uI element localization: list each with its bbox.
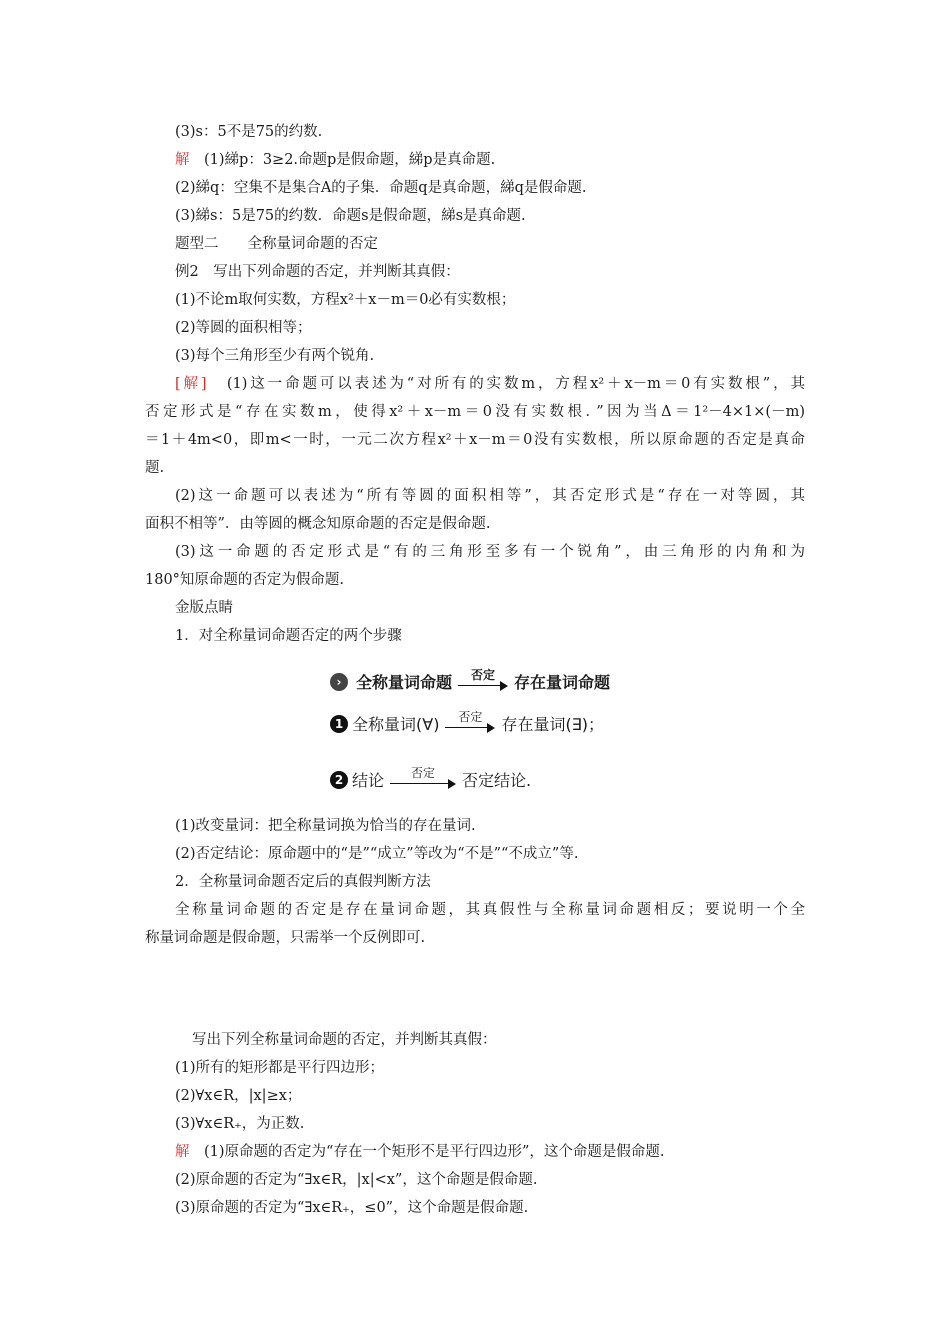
text-line: (2)∀x∈R，|x|≥x； xyxy=(175,1088,302,1104)
arrow-icon xyxy=(390,765,456,790)
exercise-title: 写出下列全称量词命题的否定，并判断其真假： xyxy=(192,1032,497,1048)
diagram-step-1 xyxy=(330,709,605,735)
solution-line xyxy=(175,150,495,170)
solution-line xyxy=(145,374,805,394)
text-line: 2．全称量词命题否定后的真假判断方法 xyxy=(175,874,431,890)
text-line: 面积不相等”．由等圆的概念知原命题的否定是假命题. xyxy=(145,516,491,532)
step-left: 全称量词(∀) xyxy=(352,715,440,734)
diagram-header-right: 存在量词命题 xyxy=(514,673,611,692)
arrow-icon xyxy=(445,709,495,734)
text-line: (1)所有的矩形都是平行四边形； xyxy=(175,1060,385,1076)
text-line: (2)綈q：空集不是集合A的子集．命题q是真命题，綈q是假命题. xyxy=(175,180,587,196)
text-line: (3)綈s：5是75的约数．命题s是假命题，綈s是真命题. xyxy=(175,208,526,224)
diagram-header-left: 全称量词命题 xyxy=(356,673,453,692)
step-number-icon: 2 xyxy=(330,771,348,789)
diagram-step-2 xyxy=(330,765,532,791)
solution-text: (1)原命题的否定为“存在一个矩形不是平行四边形”，这个命题是假命题. xyxy=(189,1144,665,1160)
solution-text: (1)这一命题可以表述为“对所有的实数m，方程x²＋x－m＝0有实数根”，其 xyxy=(206,376,805,392)
step-right: 否定结论. xyxy=(462,771,532,790)
text-line: 称量词命题是假命题，只需举一个反例即可. xyxy=(145,930,426,946)
text-line: 180°知原命题的否定为假命题. xyxy=(145,572,345,588)
text-line: (1)改变量词：把全称量词换为恰当的存在量词. xyxy=(175,818,476,834)
diagram-header xyxy=(330,667,611,693)
section-heading: 题型二 全称量词命题的否定 xyxy=(175,236,378,252)
text-line: (3)这一命题的否定形式是“有的三角形至多有一个锐角”，由三角形的内角和为 xyxy=(175,544,805,560)
arrow-icon xyxy=(458,667,508,692)
text-line: (3)原命题的否定为“∃x∈R₊，≤0”，这个命题是假命题. xyxy=(175,1200,529,1216)
arrow-label: 否定 xyxy=(411,765,436,780)
arrow-label: 否定 xyxy=(458,709,483,724)
solution-tag: 解 xyxy=(175,152,190,168)
solution-text: (1)綈p：3≥2.命题p是假命题，綈p是真命题. xyxy=(189,152,496,168)
text-line: (2)等圆的面积相等； xyxy=(175,320,312,336)
step-left: 结论 xyxy=(352,771,385,790)
negation-steps-diagram xyxy=(330,660,660,800)
chevron-right-icon: › xyxy=(330,673,348,691)
step-right: 存在量词(∃)； xyxy=(501,715,605,734)
example-title: 例2 写出下列命题的否定，并判断其真假： xyxy=(175,264,460,280)
summary-heading: 金版点睛 xyxy=(175,600,233,616)
text-line: (1)不论m取何实数，方程x²＋x－m＝0必有实数根； xyxy=(175,292,516,308)
text-line: 全称量词命题的否定是存在量词命题，其真假性与全称量词命题相反；要说明一个全 xyxy=(175,902,805,918)
text-line: 否定形式是“存在实数m，使得x²＋x－m＝0没有实数根．”因为当Δ＝1²－4×1×(－m) xyxy=(145,404,805,420)
text-line: (2)原命题的否定为“∃x∈R，|x|<x”，这个命题是假命题. xyxy=(175,1172,538,1188)
solution-tag: 解 xyxy=(175,1144,190,1160)
text-line: ＝1＋4m<0，即m<一时，一元二次方程x²＋x－m＝0没有实数根，所以原命题的否定是真命 xyxy=(145,432,805,448)
text-line: (3)s：5不是75的约数. xyxy=(175,124,323,140)
text-line: (2)这一命题可以表述为“所有等圆的面积相等”，其否定形式是“存在一对等圆，其 xyxy=(175,488,805,504)
solution-tag: [解] xyxy=(175,376,207,392)
text-line: 题. xyxy=(145,460,165,476)
text-line: 1．对全称量词命题否定的两个步骤 xyxy=(175,628,402,644)
text-line: (2)否定结论：原命题中的“是”“成立”等改为“不是”“不成立”等. xyxy=(175,846,579,862)
text-line: (3)∀x∈R₊，为正数. xyxy=(175,1116,305,1132)
arrow-label: 否定 xyxy=(471,667,496,682)
solution-line xyxy=(175,1142,664,1162)
text-line: (3)每个三角形至少有两个锐角. xyxy=(175,348,375,364)
step-number-icon: 1 xyxy=(330,715,348,733)
